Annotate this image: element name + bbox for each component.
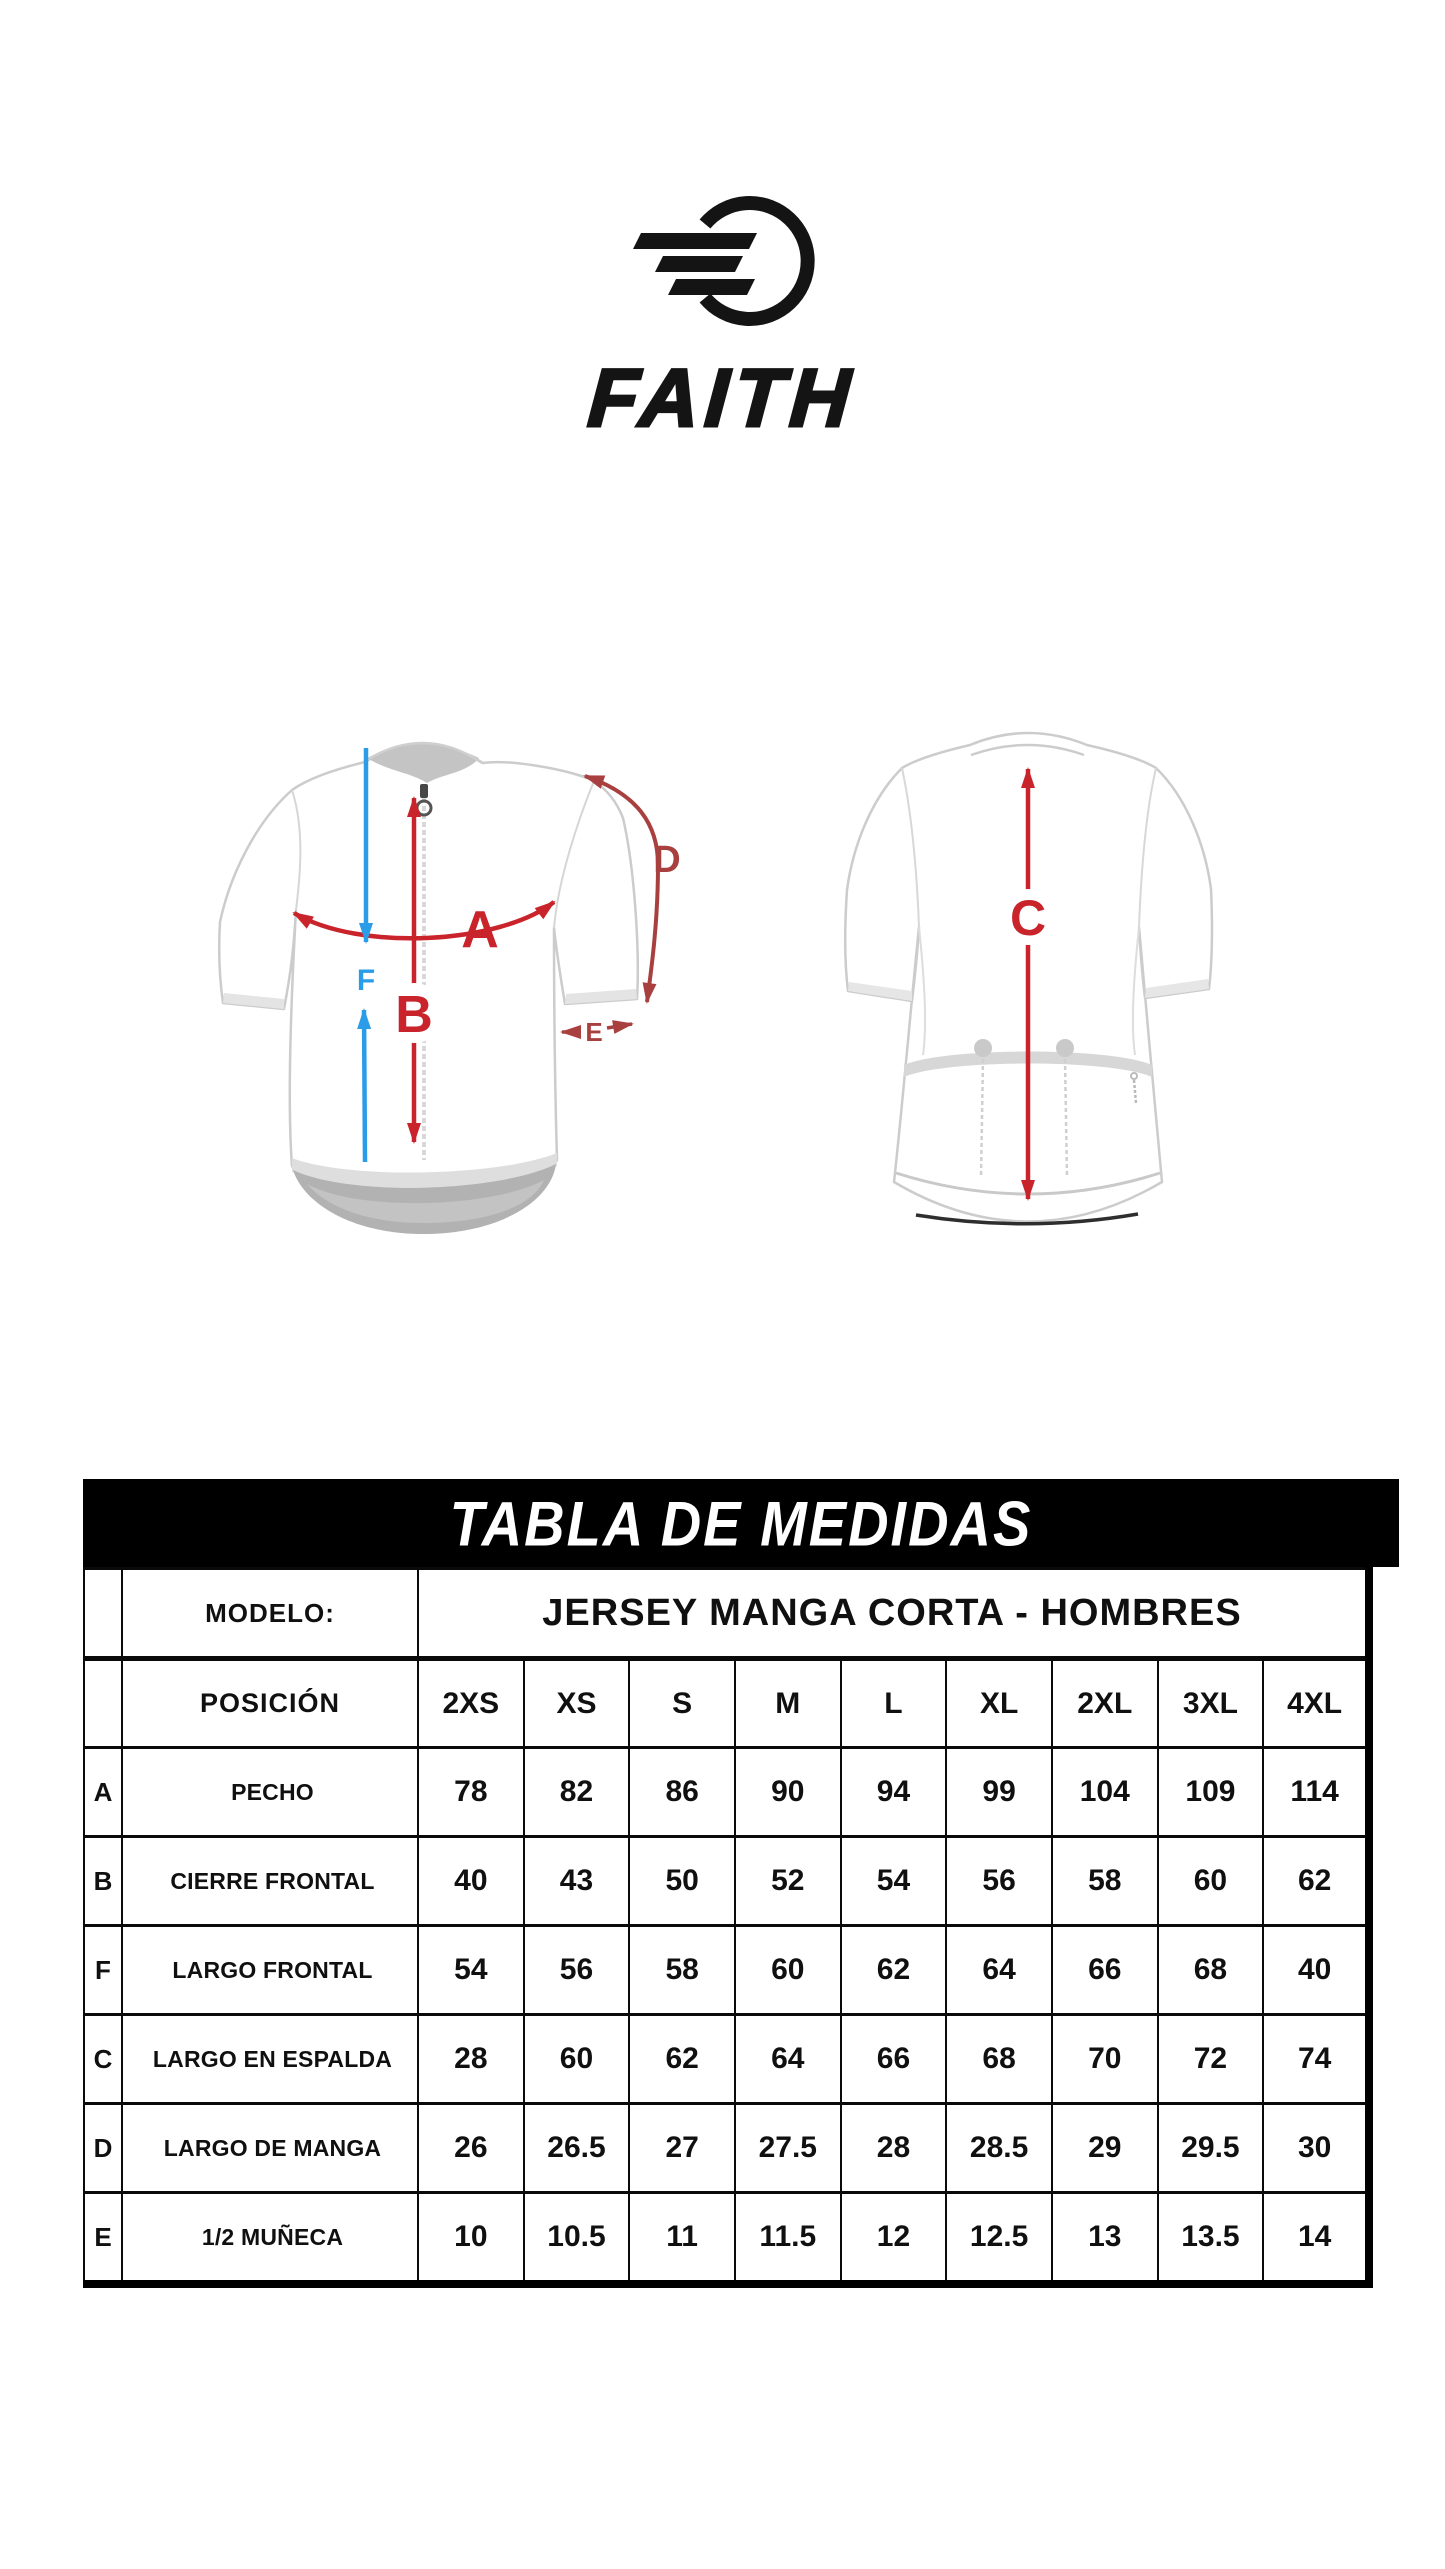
cell-value: 86 xyxy=(629,1748,735,1837)
cell-value: 13 xyxy=(1052,2193,1158,2285)
table-row-largo-frontal xyxy=(84,1926,1369,2015)
size-header: XL xyxy=(946,1659,1052,1748)
position-header-row xyxy=(84,1659,1369,1748)
measure-f-arrow-lower xyxy=(364,1010,365,1162)
cell-value: 94 xyxy=(841,1748,947,1837)
cell-value: 28 xyxy=(418,2015,524,2104)
cell-value: 11.5 xyxy=(735,2193,841,2285)
model-label: MODELO: xyxy=(122,1569,418,1659)
size-header: 2XS xyxy=(418,1659,524,1748)
letter-strip-spacer xyxy=(84,1569,122,1659)
cell-value: 104 xyxy=(1052,1748,1158,1837)
cell-value: 60 xyxy=(524,2015,630,2104)
cell-value: 29.5 xyxy=(1158,2104,1264,2193)
cell-value: 66 xyxy=(1052,1926,1158,2015)
cell-value: 29 xyxy=(1052,2104,1158,2193)
cell-value: 68 xyxy=(946,2015,1052,2104)
cell-value: 60 xyxy=(735,1926,841,2015)
logo-speed-line-3 xyxy=(668,279,755,295)
table-row-largo-espalda xyxy=(84,2015,1369,2104)
cell-value: 11 xyxy=(629,2193,735,2285)
cell-value: 52 xyxy=(735,1837,841,1926)
row-letter: B xyxy=(84,1837,122,1926)
cell-value: 62 xyxy=(841,1926,947,2015)
row-letter: E xyxy=(84,2193,122,2285)
jersey-back-diagram xyxy=(790,705,1230,1235)
cell-value: 74 xyxy=(1263,2015,1369,2104)
table-row-pecho xyxy=(84,1748,1369,1837)
row-label: CIERRE FRONTAL xyxy=(122,1837,418,1926)
back-pocket-tab-left xyxy=(974,1039,992,1057)
table-title-text: TABLA DE MEDIDAS xyxy=(449,1487,1033,1559)
cell-value: 68 xyxy=(1158,1926,1264,2015)
measure-e-arrow-right xyxy=(607,1024,632,1028)
table-row-cierre-frontal xyxy=(84,1837,1369,1926)
measurements-table xyxy=(83,1567,1373,2288)
cell-value: 26 xyxy=(418,2104,524,2193)
row-label: 1/2 MUÑECA xyxy=(122,2193,418,2285)
cell-value: 60 xyxy=(1158,1837,1264,1926)
row-label: LARGO FRONTAL xyxy=(122,1926,418,2015)
cell-value: 50 xyxy=(629,1837,735,1926)
cell-value: 62 xyxy=(629,2015,735,2104)
row-label: LARGO EN ESPALDA xyxy=(122,2015,418,2104)
cell-value: 109 xyxy=(1158,1748,1264,1837)
cell-value: 82 xyxy=(524,1748,630,1837)
cell-value: 56 xyxy=(524,1926,630,2015)
cell-value: 99 xyxy=(946,1748,1052,1837)
row-letter: A xyxy=(84,1748,122,1837)
size-header: 2XL xyxy=(1052,1659,1158,1748)
table-row-media-muneca xyxy=(84,2193,1369,2285)
cell-value: 28.5 xyxy=(946,2104,1052,2193)
row-label: PECHO xyxy=(122,1748,418,1837)
model-row xyxy=(84,1569,1369,1659)
cell-value: 40 xyxy=(418,1837,524,1926)
cell-value: 10 xyxy=(418,2193,524,2285)
measure-c-label: C xyxy=(1009,890,1047,946)
measure-f-label: F xyxy=(356,964,376,997)
cell-value: 43 xyxy=(524,1837,630,1926)
size-table xyxy=(83,1479,1399,2288)
cell-value: 28 xyxy=(841,2104,947,2193)
cell-value: 27 xyxy=(629,2104,735,2193)
cell-value: 56 xyxy=(946,1837,1052,1926)
position-label: POSICIÓN xyxy=(122,1659,418,1748)
row-letter: D xyxy=(84,2104,122,2193)
model-value: JERSEY MANGA CORTA - HOMBRES xyxy=(418,1569,1369,1659)
cell-value: 66 xyxy=(841,2015,947,2104)
letter-strip-spacer xyxy=(84,1659,122,1748)
measure-e-label: E xyxy=(585,1017,603,1047)
cell-value: 12.5 xyxy=(946,2193,1052,2285)
table-row-largo-manga xyxy=(84,2104,1369,2193)
cell-value: 13.5 xyxy=(1158,2193,1264,2285)
cell-value: 26.5 xyxy=(524,2104,630,2193)
measure-a-label: A xyxy=(461,901,499,959)
size-header: 4XL xyxy=(1263,1659,1369,1748)
cell-value: 78 xyxy=(418,1748,524,1837)
row-letter: C xyxy=(84,2015,122,2104)
cell-value: 10.5 xyxy=(524,2193,630,2285)
row-label: LARGO DE MANGA xyxy=(122,2104,418,2193)
cell-value: 64 xyxy=(735,2015,841,2104)
cell-value: 40 xyxy=(1263,1926,1369,2015)
cell-value: 12 xyxy=(841,2193,947,2285)
measure-d-label: D xyxy=(653,839,681,881)
row-letter: F xyxy=(84,1926,122,2015)
cell-value: 58 xyxy=(1052,1837,1158,1926)
cell-value: 14 xyxy=(1263,2193,1369,2285)
cell-value: 27.5 xyxy=(735,2104,841,2193)
back-pocket-tab-right xyxy=(1056,1039,1074,1057)
brand-wordmark: FAITH xyxy=(585,353,859,444)
size-header: S xyxy=(629,1659,735,1748)
size-header: XS xyxy=(524,1659,630,1748)
cell-value: 64 xyxy=(946,1926,1052,2015)
logo-speed-line-2 xyxy=(655,256,743,272)
cell-value: 58 xyxy=(629,1926,735,2015)
cell-value: 62 xyxy=(1263,1837,1369,1926)
zipper-slider xyxy=(420,784,428,798)
cell-value: 70 xyxy=(1052,2015,1158,2104)
measure-b-label: B xyxy=(395,986,433,1044)
cell-value: 90 xyxy=(735,1748,841,1837)
size-header: M xyxy=(735,1659,841,1748)
cell-value: 54 xyxy=(841,1837,947,1926)
cell-value: 54 xyxy=(418,1926,524,2015)
brand-logo-icon xyxy=(628,192,818,334)
cell-value: 114 xyxy=(1263,1748,1369,1837)
size-header: L xyxy=(841,1659,947,1748)
cell-value: 30 xyxy=(1263,2104,1369,2193)
jersey-front-diagram xyxy=(180,710,700,1270)
logo-speed-line-1 xyxy=(633,233,757,249)
table-title-bar xyxy=(83,1479,1399,1567)
size-header: 3XL xyxy=(1158,1659,1264,1748)
cell-value: 72 xyxy=(1158,2015,1264,2104)
